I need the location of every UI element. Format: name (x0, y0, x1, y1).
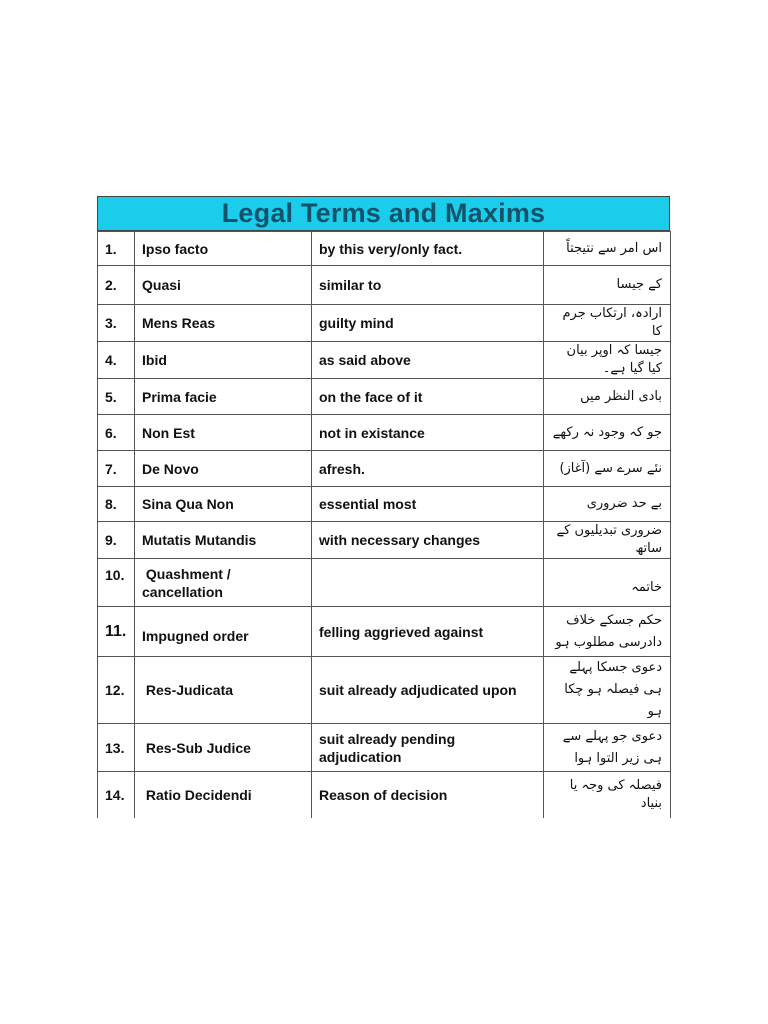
row-number: 6. (98, 415, 135, 451)
urdu-cell: بادی النظر میں (544, 379, 671, 415)
terms-table (97, 231, 671, 818)
row-number: 10. (98, 559, 135, 607)
urdu-cell: جو کہ وجود نہ رکھے (544, 415, 671, 451)
term-cell: Res-Sub Judice (135, 724, 312, 772)
page-title: Legal Terms and Maxims (221, 198, 546, 228)
table-row (98, 379, 671, 415)
term-cell: Sina Qua Non (135, 487, 312, 522)
term-cell: Prima facie (135, 379, 312, 415)
urdu-cell: بے حد ضروری (544, 487, 671, 522)
meaning-cell: not in existance (312, 415, 544, 451)
meaning-cell: felling aggrieved against (312, 607, 544, 657)
table-row (98, 232, 671, 266)
row-number: 8. (98, 487, 135, 522)
urdu-cell: حکم جسکے خلاف دادرسی مطلوب ہو (544, 607, 671, 657)
row-number: 5. (98, 379, 135, 415)
term-cell: Quasi (135, 266, 312, 305)
row-number: 3. (98, 305, 135, 342)
table-row (98, 607, 671, 657)
row-number: 11. (98, 607, 135, 657)
term-cell: Res-Judicata (135, 657, 312, 724)
table-row (98, 657, 671, 724)
term-cell: Ibid (135, 342, 312, 379)
row-number: 7. (98, 451, 135, 487)
meaning-cell: suit already pending adjudication (312, 724, 544, 772)
urdu-cell: ضروری تبدیلیوں کے ساتھ (544, 522, 671, 559)
term-cell: Non Est (135, 415, 312, 451)
term-cell: Impugned order (135, 607, 312, 657)
term-cell: Quashment / cancellation (135, 559, 312, 607)
meaning-cell: similar to (312, 266, 544, 305)
table-row (98, 772, 671, 818)
row-number: 2. (98, 266, 135, 305)
urdu-cell: نئے سرے سے (آغاز) (544, 451, 671, 487)
table-row (98, 559, 671, 607)
row-number: 12. (98, 657, 135, 724)
term-cell: Ipso facto (135, 232, 312, 266)
table-row (98, 305, 671, 342)
urdu-cell: دعوی جسکا پہلے ہی فیصلہ ہو چکا ہو (544, 657, 671, 724)
term-cell: De Novo (135, 451, 312, 487)
meaning-cell: with necessary changes (312, 522, 544, 559)
term-cell: Mutatis Mutandis (135, 522, 312, 559)
term-cell: Ratio Decidendi (135, 772, 312, 818)
urdu-cell: جیسا کہ اوپر بیان کیا گیا ہے۔ (544, 342, 671, 379)
table-row (98, 451, 671, 487)
table-row (98, 342, 671, 379)
urdu-cell: اس امر سے نتیجتاً (544, 232, 671, 266)
meaning-cell: essential most (312, 487, 544, 522)
term-cell: Mens Reas (135, 305, 312, 342)
legal-terms-sheet (97, 196, 670, 818)
table-row (98, 724, 671, 772)
row-number: 13. (98, 724, 135, 772)
urdu-cell: کے جیسا (544, 266, 671, 305)
meaning-cell: afresh. (312, 451, 544, 487)
urdu-cell: ارادہ، ارتکاب جرم کا (544, 305, 671, 342)
meaning-cell: by this very/only fact. (312, 232, 544, 266)
row-number: 14. (98, 772, 135, 818)
urdu-cell: دعوی جو پہلے سے ہی زیر التوا ہوا (544, 724, 671, 772)
table-row (98, 415, 671, 451)
meaning-cell: as said above (312, 342, 544, 379)
table-row (98, 487, 671, 522)
urdu-cell: خاتمہ (544, 559, 671, 607)
row-number: 4. (98, 342, 135, 379)
table-row (98, 266, 671, 305)
meaning-cell: Reason of decision (312, 772, 544, 818)
row-number: 1. (98, 232, 135, 266)
meaning-cell: suit already adjudicated upon (312, 657, 544, 724)
row-number: 9. (98, 522, 135, 559)
meaning-cell: guilty mind (312, 305, 544, 342)
meaning-cell: on the face of it (312, 379, 544, 415)
meaning-cell (312, 559, 544, 607)
title-bar (97, 196, 670, 231)
urdu-cell: فیصلہ کی وجہ یا بنیاد (544, 772, 671, 818)
table-row (98, 522, 671, 559)
